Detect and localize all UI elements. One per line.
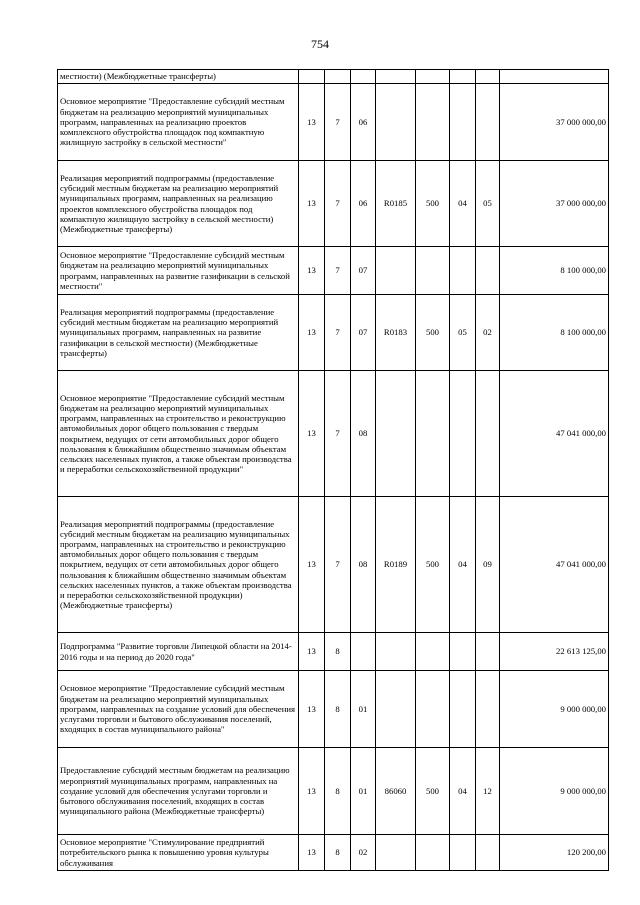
row-code-cell: 8: [325, 748, 351, 835]
row-sum-cell: 47 041 000,00: [500, 371, 609, 497]
row-code-cell: 7: [325, 497, 351, 633]
row-sum-cell: 37 000 000,00: [500, 161, 609, 247]
row-code-cell: 04: [450, 748, 476, 835]
row-sum-cell: 9 000 000,00: [500, 748, 609, 835]
row-code-cell: [325, 70, 351, 84]
row-code-cell: 8: [325, 633, 351, 671]
row-code-cell: [416, 84, 450, 161]
row-code-cell: 13: [299, 371, 325, 497]
row-code-cell: 8: [325, 835, 351, 871]
row-code-cell: [376, 633, 416, 671]
table-row: [58, 671, 609, 748]
row-code-cell: [416, 835, 450, 871]
row-code-cell: 13: [299, 161, 325, 247]
row-sum-cell: 8 100 000,00: [500, 295, 609, 371]
row-code-cell: 12: [476, 748, 500, 835]
row-code-cell: [450, 633, 476, 671]
table-row: [58, 371, 609, 497]
row-code-cell: [450, 247, 476, 295]
row-code-cell: 500: [416, 497, 450, 633]
row-code-cell: [476, 671, 500, 748]
row-name-cell: Основное мероприятие "Предоставление субсидий местным бюджетам на реализацию мероприятий муниципальных программ, направленных на строительство и реконструкцию автомобильных дорог общего пользования с твердым покрытием, ведущих от сети автомобильных дорог общего пользования к ближайшим общественно значимым объектам сельских населенных пунктов, а также объектам производства и переработки сельскохозяйственной продукции": [58, 371, 299, 497]
row-code-cell: [376, 371, 416, 497]
row-code-cell: 13: [299, 633, 325, 671]
row-code-cell: [376, 835, 416, 871]
row-code-cell: [376, 84, 416, 161]
row-sum-cell: 120 200,00: [500, 835, 609, 871]
table-row: [58, 161, 609, 247]
row-code-cell: R0185: [376, 161, 416, 247]
row-code-cell: [450, 70, 476, 84]
row-code-cell: 04: [450, 161, 476, 247]
row-code-cell: 13: [299, 748, 325, 835]
row-code-cell: [476, 84, 500, 161]
row-code-cell: [299, 70, 325, 84]
row-code-cell: 05: [450, 295, 476, 371]
row-code-cell: [450, 835, 476, 871]
table-row: [58, 835, 609, 871]
row-sum-cell: 22 613 125,00: [500, 633, 609, 671]
row-code-cell: 13: [299, 497, 325, 633]
row-code-cell: 500: [416, 748, 450, 835]
row-code-cell: 86060: [376, 748, 416, 835]
row-code-cell: 09: [476, 497, 500, 633]
row-code-cell: [416, 247, 450, 295]
row-code-cell: 500: [416, 161, 450, 247]
row-code-cell: [476, 70, 500, 84]
row-code-cell: 13: [299, 835, 325, 871]
row-name-cell: Реализация мероприятий подпрограммы (предоставление субсидий местным бюджетам на реализацию мероприятий муниципальных программ, направленных на развитие газификации в сельской местности) (Межбюджетные трансферты): [58, 295, 299, 371]
row-code-cell: 7: [325, 161, 351, 247]
row-code-cell: 07: [351, 295, 376, 371]
row-name-cell: Реализация мероприятий подпрограммы (предоставление субсидий местным бюджетам на реализацию муниципальных программ, направленных на строительство и реконструкцию автомобильных дорог общего пользования с твердым покрытием, ведущих от сети автомобильных дорог общего пользования к ближайшим общественно значимым объектам сельских населенных пунктов, а также объектам производства и переработки сельскохозяйственной продукции) (Межбюджетные трансферты): [58, 497, 299, 633]
row-code-cell: [450, 84, 476, 161]
row-code-cell: [416, 671, 450, 748]
table-row: [58, 70, 609, 84]
row-code-cell: [376, 70, 416, 84]
row-name-cell: Основное мероприятие "Предоставление субсидий местным бюджетам на реализацию мероприятий муниципальных программ, направленных на развитие газификации в сельской местности": [58, 247, 299, 295]
row-code-cell: 01: [351, 748, 376, 835]
row-code-cell: 08: [351, 497, 376, 633]
table-row: [58, 247, 609, 295]
row-code-cell: 06: [351, 161, 376, 247]
table-row: [58, 633, 609, 671]
row-name-cell: местности) (Межбюджетные трансферты): [58, 70, 299, 84]
row-name-cell: Предоставление субсидий местным бюджетам на реализацию мероприятий муниципальных программ, направленных на создание условий для обеспечения услугами торговли и бытового обслуживания поселений, входящих в состав муниципального района (Межбюджетные трансферты): [58, 748, 299, 835]
table-body: [58, 70, 609, 871]
row-code-cell: 05: [476, 161, 500, 247]
row-name-cell: Основное мероприятие "Предоставление субсидий местным бюджетам на реализацию мероприятий муниципальных программ, направленных на создание условий для обеспечения услугами торговли и бытового обслуживания поселений, входящих в состав муниципального района": [58, 671, 299, 748]
page-number: 754: [311, 37, 329, 51]
row-code-cell: 02: [351, 835, 376, 871]
row-code-cell: 7: [325, 295, 351, 371]
table-row: [58, 295, 609, 371]
row-code-cell: 7: [325, 247, 351, 295]
row-code-cell: 8: [325, 671, 351, 748]
row-code-cell: [476, 835, 500, 871]
row-code-cell: 01: [351, 671, 376, 748]
row-sum-cell: [500, 70, 609, 84]
row-code-cell: [351, 633, 376, 671]
budget-table: [57, 69, 609, 871]
row-name-cell: Подпрограмма "Развитие торговли Липецкой области на 2014-2016 годы и на период до 2020 года": [58, 633, 299, 671]
row-name-cell: Основное мероприятие "Предоставление субсидий местным бюджетам на реализацию мероприятий муниципальных программ, направленных на реализацию проектов комплексного обустройства площадок под компактную жилищную застройку в сельской местности": [58, 84, 299, 161]
row-sum-cell: 37 000 000,00: [500, 84, 609, 161]
row-code-cell: 07: [351, 247, 376, 295]
row-code-cell: 13: [299, 247, 325, 295]
row-code-cell: [450, 371, 476, 497]
row-code-cell: [416, 70, 450, 84]
row-name-cell: Реализация мероприятий подпрограммы (предоставление субсидий местным бюджетам на реализацию мероприятий муниципальных программ, направленных на реализацию проектов комплексного обустройства площадок под компактную жилищную застройку в сельской местности) (Межбюджетные трансферты): [58, 161, 299, 247]
row-code-cell: [416, 371, 450, 497]
row-code-cell: [476, 247, 500, 295]
row-code-cell: 02: [476, 295, 500, 371]
row-code-cell: 13: [299, 84, 325, 161]
row-code-cell: [416, 633, 450, 671]
row-code-cell: 13: [299, 671, 325, 748]
table-row: [58, 497, 609, 633]
row-code-cell: 7: [325, 84, 351, 161]
row-sum-cell: 47 041 000,00: [500, 497, 609, 633]
row-code-cell: [376, 247, 416, 295]
row-code-cell: [351, 70, 376, 84]
row-code-cell: [476, 371, 500, 497]
row-code-cell: 06: [351, 84, 376, 161]
table-row: [58, 748, 609, 835]
row-code-cell: [450, 671, 476, 748]
row-sum-cell: 9 000 000,00: [500, 671, 609, 748]
row-code-cell: 500: [416, 295, 450, 371]
row-code-cell: 04: [450, 497, 476, 633]
row-code-cell: 13: [299, 295, 325, 371]
row-name-cell: Основное мероприятие "Стимулирование предприятий потребительского рынка к повышению уровня культуры обслуживания: [58, 835, 299, 871]
row-code-cell: 7: [325, 371, 351, 497]
row-code-cell: R0189: [376, 497, 416, 633]
table-row: [58, 84, 609, 161]
row-code-cell: R0183: [376, 295, 416, 371]
row-sum-cell: 8 100 000,00: [500, 247, 609, 295]
row-code-cell: [476, 633, 500, 671]
row-code-cell: 08: [351, 371, 376, 497]
row-code-cell: [376, 671, 416, 748]
